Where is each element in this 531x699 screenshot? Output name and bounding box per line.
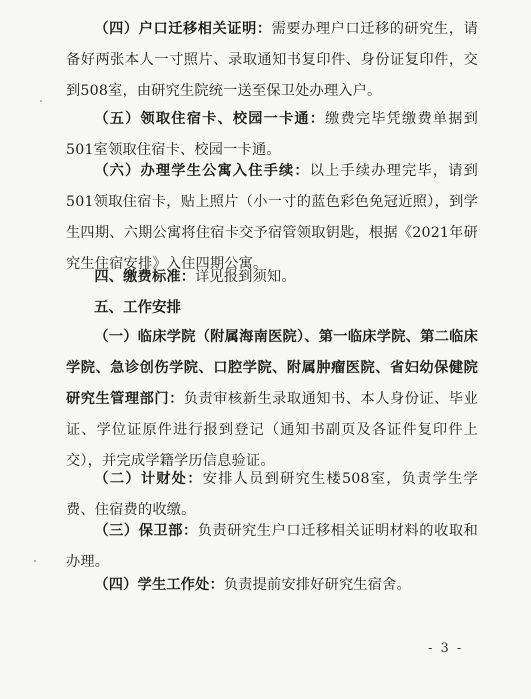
paragraph-heading: （六）办理学生公寓入住手续：	[94, 163, 310, 179]
paragraph-heading: （五）领取住宿卡、校园一卡通：	[94, 111, 326, 127]
paragraph-body: 负责审核新生录取通知书、本人身份证、毕业证、学位证原件进行报到登记（通知书副页及各证件复印件上交），并完成学籍学历信息验证。	[66, 391, 478, 469]
paragraph-student-affairs	[66, 570, 478, 601]
scan-speck	[34, 560, 36, 562]
paragraph-heading: （二）计财处：	[94, 471, 203, 487]
paragraph-clinical-colleges	[66, 322, 478, 477]
paragraph-heading: 四、缴费标准：	[94, 269, 196, 285]
scan-speck	[40, 100, 42, 102]
paragraph-body: 缴费完毕凭缴费单据到501室领取住宿卡、校园一卡通。	[66, 111, 478, 158]
paragraph-heading: （三）保卫部：	[94, 523, 198, 539]
paragraph-body: 负责研究生户口迁移相关证明材料的收取和办理。	[66, 523, 478, 570]
paragraph-security-dept	[66, 516, 478, 578]
page-number: - 3 -	[428, 641, 464, 656]
paragraph-heading: （四）学生工作处：	[94, 577, 224, 593]
paragraph-household-registration	[66, 14, 478, 107]
paragraph-heading: （一）临床学院（附属海南医院）、第一临床学院、第二临床学院、急诊创伤学院、口腔学院、附属肿瘤医院、省妇幼保健院研究生管理部门：	[66, 329, 478, 407]
paragraph-heading: （四）户口迁移相关证明：	[94, 21, 272, 37]
paragraph-body: 以上手续办理完毕，请到501领取住宿卡，贴上照片（小一寸的蓝色彩色免冠近照），到学生四期、六期公寓将住宿卡交予宿管领取钥匙，根据《2021年研究生住宿安排》入住四期公寓。	[66, 163, 478, 272]
paragraph-body: 详见报到须知。	[195, 269, 296, 285]
paragraph-body: 安排人员到研究生楼508室，负责学生学费、住宿费的收缴。	[66, 471, 478, 518]
section-heading-work-arrangement: 五、工作安排	[94, 299, 181, 316]
paragraph-body: 负责提前安排好研究生宿舍。	[223, 577, 411, 593]
paragraph-body: 需要办理户口迁移的研究生，请备好两张本人一寸照片、录取通知书复印件、身份证复印件，交到508室，由研究生院统一送至保卫处办理入户。	[66, 21, 478, 99]
paragraph-fee-standard	[66, 262, 478, 293]
